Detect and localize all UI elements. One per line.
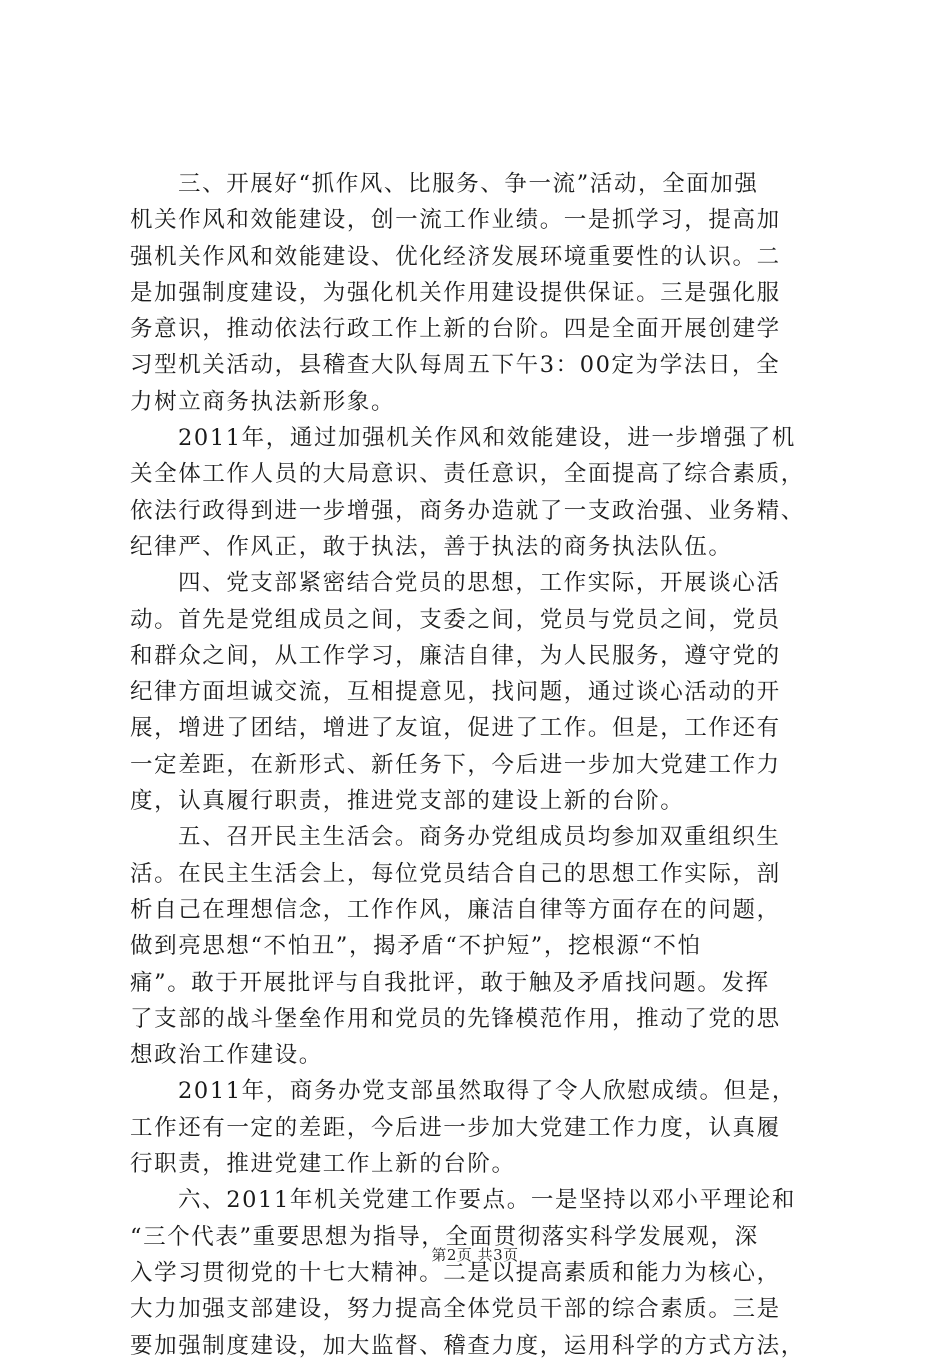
text-line: 行职责，推进党建工作上新的台阶。 xyxy=(130,1151,516,1178)
text-line: 2011年，商务办党支部虽然取得了令人欣慰成绩。但是， xyxy=(178,1078,796,1105)
text-line: 依法行政得到进一步增强，商务办造就了一支政治强、业务精、 xyxy=(130,497,805,524)
text-line: 入学习贯彻党的十七大精神。二是以提高素质和能力为核心， xyxy=(130,1259,781,1286)
text-line: 展，增进了团结，增进了友谊，促进了工作。但是，工作还有 xyxy=(130,715,781,742)
paragraph-2011-efficiency xyxy=(130,420,830,565)
text-line: 五、召开民主生活会。商务办党组成员均参加双重组织生 xyxy=(178,824,781,851)
paragraph-2011-achievements xyxy=(130,1073,830,1182)
text-line: 工作还有一定的差距，今后进一步加大党建工作力度，认真履 xyxy=(130,1114,781,1141)
text-line: 和群众之间，从工作学习，廉洁自律，为人民服务，遵守党的 xyxy=(130,642,781,669)
paragraph-5-democratic-life xyxy=(130,819,830,1073)
text-line: 析自己在理想信念，工作作风，廉洁自律等方面存在的问题， xyxy=(130,896,781,923)
text-line: 六、2011年机关党建工作要点。一是坚持以邓小平理论和 xyxy=(178,1187,796,1214)
text-line: 四、党支部紧密结合党员的思想，工作实际，开展谈心活 xyxy=(178,570,781,597)
text-line: 力树立商务执法新形象。 xyxy=(130,388,396,415)
text-line: 要加强制度建设，加大监督、稽查力度，运用科学的方式方法， xyxy=(130,1332,805,1359)
text-line: 想政治工作建设。 xyxy=(130,1042,323,1069)
text-line: 机关作风和效能建设，创一流工作业绩。一是抓学习，提高加 xyxy=(130,207,781,234)
text-line: 痛”。敢于开展批评与自我批评，敢于触及矛盾找问题。发挥 xyxy=(130,969,770,996)
paragraph-6-key-points xyxy=(130,1182,830,1363)
text-line: 关全体工作人员的大局意识、责任意识，全面提高了综合素质， xyxy=(130,461,805,488)
text-line: 2011年，通过加强机关作风和效能建设，进一步增强了机 xyxy=(178,425,796,452)
text-line: 做到亮思想“不怕丑”，揭矛盾“不护短”，挖根源“不怕 xyxy=(130,933,702,960)
text-line: 习型机关活动，县稽查大队每周五下午3：00定为学法日，全 xyxy=(130,352,781,379)
text-line: 务意识，推动依法行政工作上新的台阶。四是全面开展创建学 xyxy=(130,316,781,343)
text-line: 动。首先是党组成员之间，支委之间，党员与党员之间，党员 xyxy=(130,606,781,633)
text-line: 了支部的战斗堡垒作用和党员的先锋模范作用，推动了党的思 xyxy=(130,1005,781,1032)
text-line: “三个代表”重要思想为指导，全面贯彻落实科学发展观，深 xyxy=(130,1223,759,1250)
text-line: 三、开展好“抓作风、比服务、争一流”活动，全面加强 xyxy=(178,171,759,197)
paragraph-4-heart-to-heart xyxy=(130,565,830,819)
text-line: 一定差距，在新形式、新任务下，今后进一步加大党建工作力 xyxy=(130,751,781,778)
text-line: 强机关作风和效能建设、优化经济发展环境重要性的认识。二 xyxy=(130,243,781,270)
document-body xyxy=(130,166,830,1364)
text-line: 纪律方面坦诚交流，互相提意见，找问题，通过谈心活动的开 xyxy=(130,679,781,706)
text-line: 活。在民主生活会上，每位党员结合自己的思想工作实际，剖 xyxy=(130,860,781,887)
text-line: 纪律严、作风正，敢于执法，善于执法的商务执法队伍。 xyxy=(130,533,733,560)
text-line: 大力加强支部建设，努力提高全体党员干部的综合素质。三是 xyxy=(130,1296,781,1323)
page-number-footer: 第2页 共3页 xyxy=(431,1246,519,1264)
paragraph-3-style-activity xyxy=(130,166,830,420)
text-line: 是加强制度建设，为强化机关作用建设提供保证。三是强化服 xyxy=(130,279,781,306)
text-line: 度，认真履行职责，推进党支部的建设上新的台阶。 xyxy=(130,788,685,815)
